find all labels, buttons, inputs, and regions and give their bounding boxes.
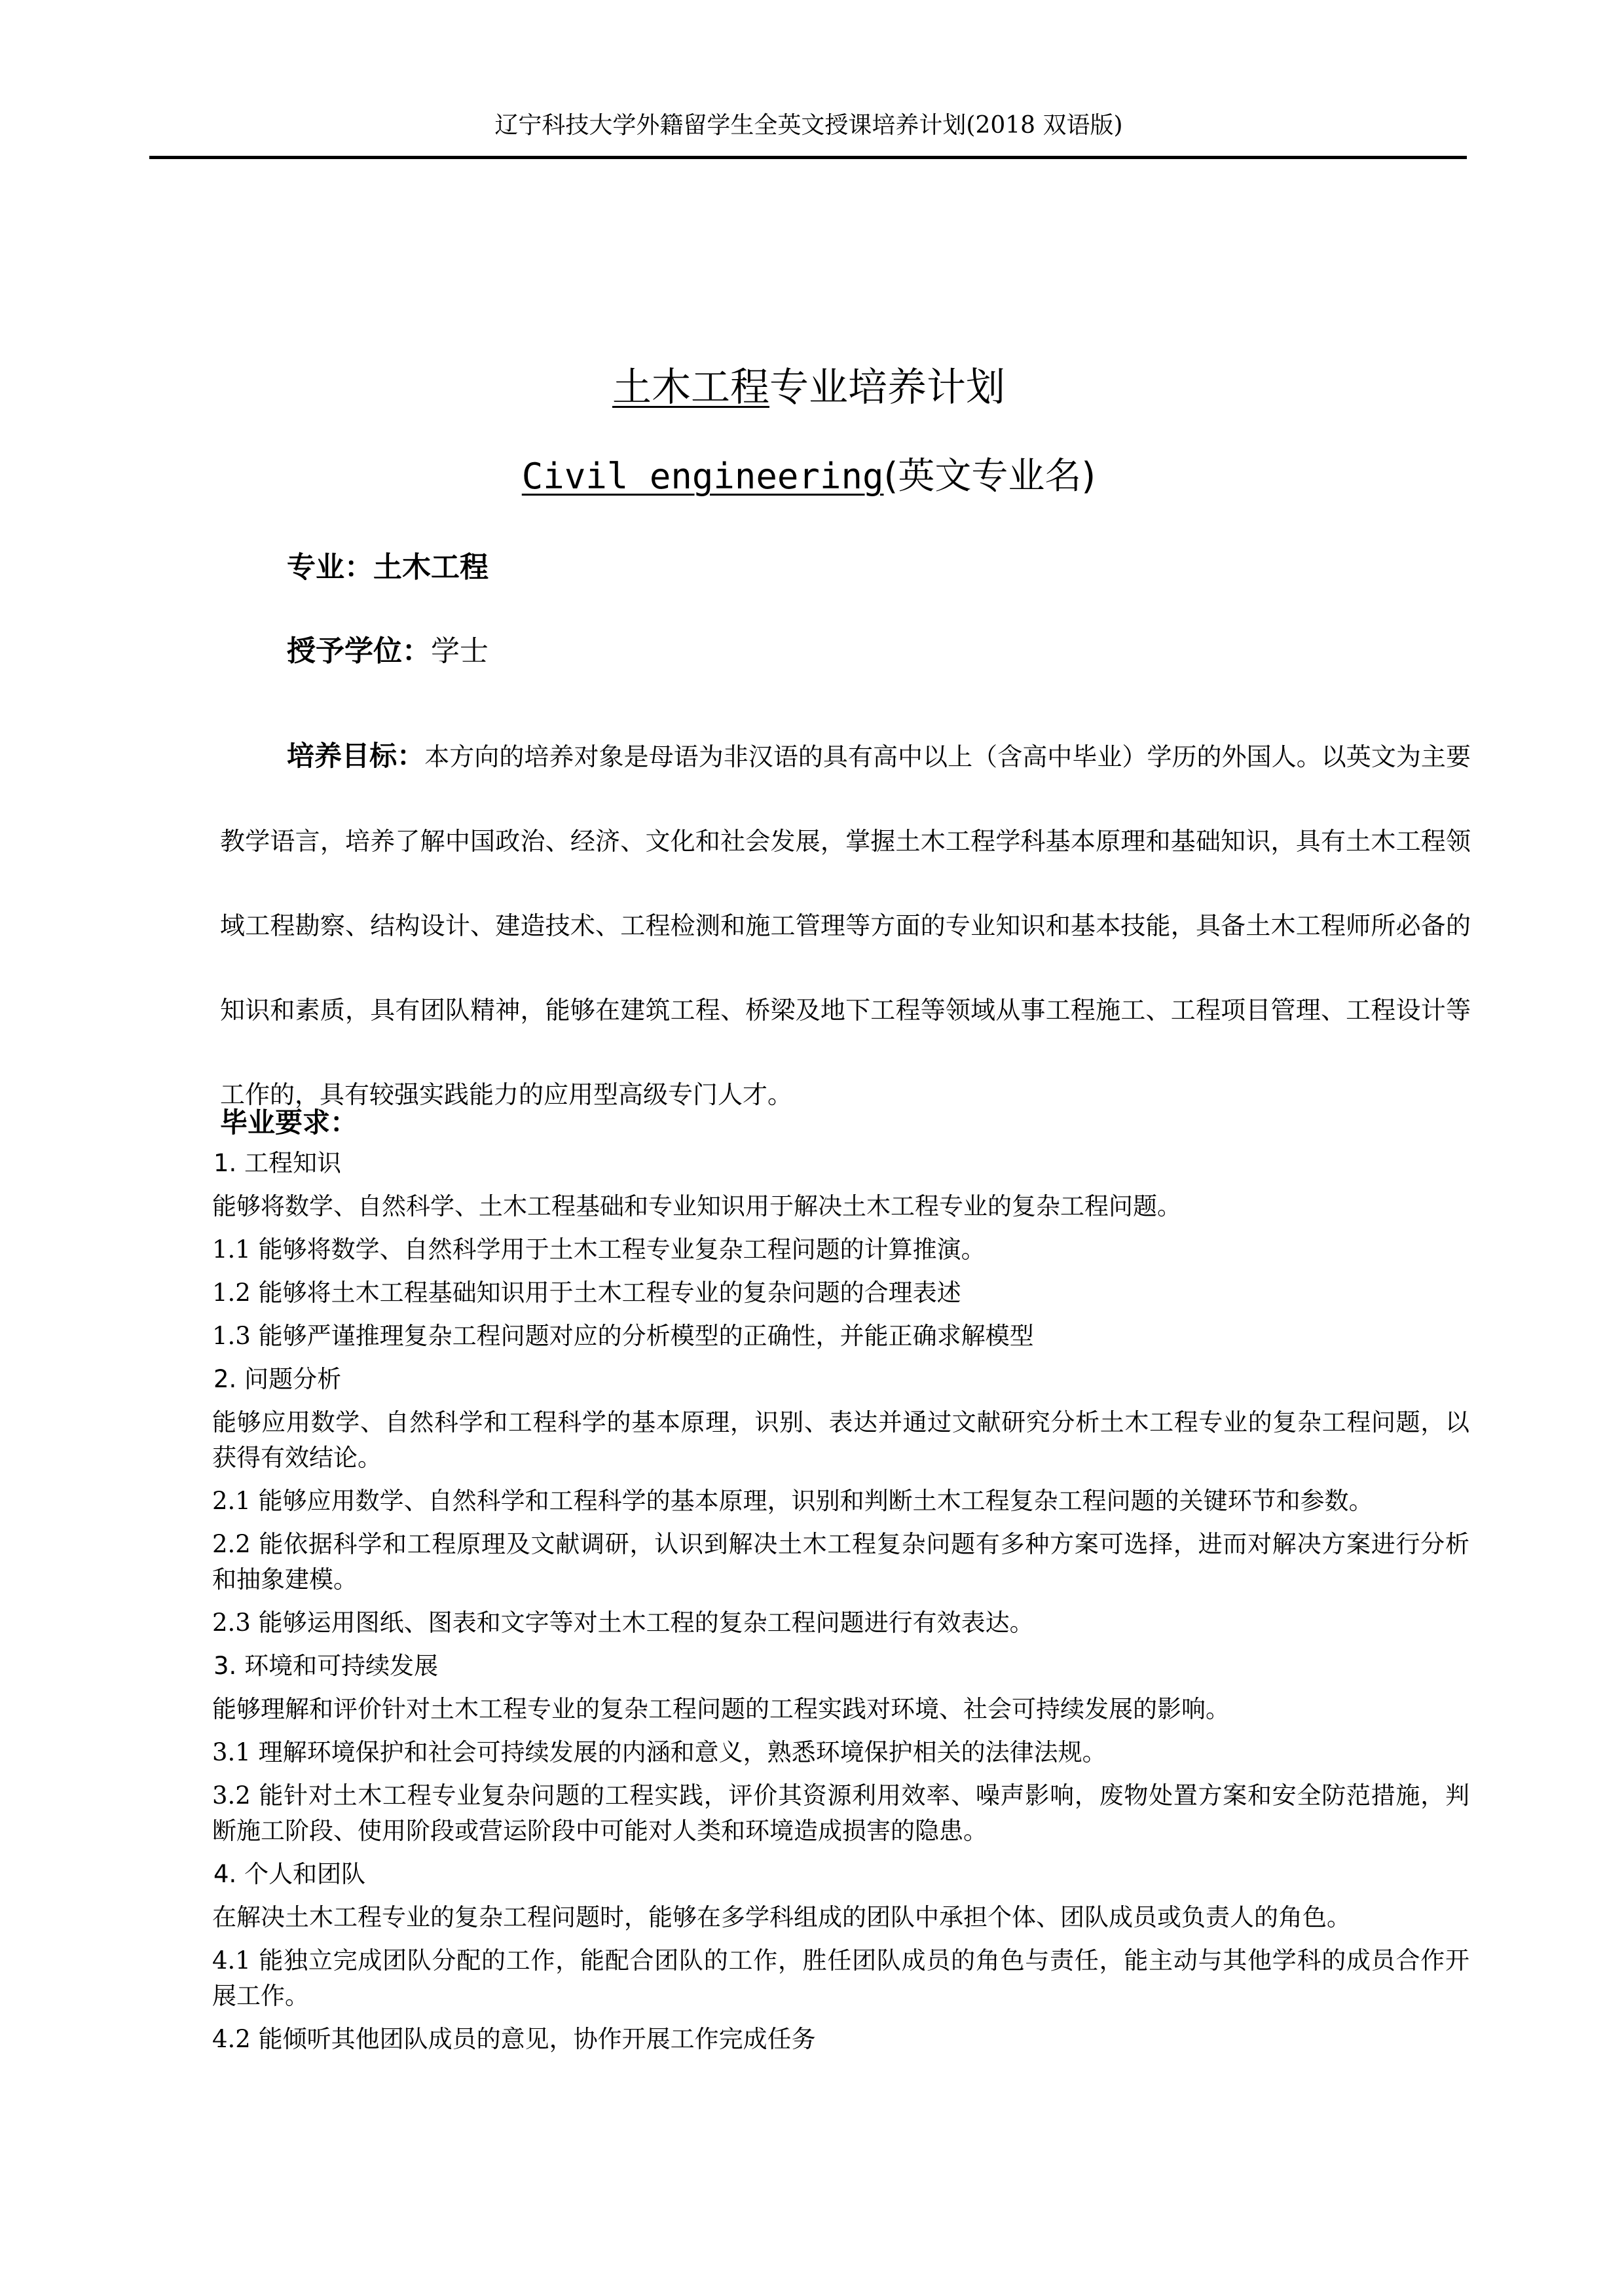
section-item: 1.2 能够将土木工程基础知识用于土木工程专业的复杂问题的合理表述 bbox=[212, 1279, 961, 1307]
major-label: 专业： bbox=[287, 551, 373, 584]
section-item: 4.2 能倾听其他团队成员的意见，协作开展工作完成任务 bbox=[212, 2025, 816, 2053]
section-summary: 能够将数学、自然科学、土木工程基础和专业知识用于解决土木工程专业的复杂工程问题。 bbox=[212, 1192, 1181, 1220]
section-summary: 能够理解和评价针对土木工程专业的复杂工程问题的工程实践对环境、社会可持续发展的影响。 bbox=[212, 1695, 1230, 1723]
degree-value: 学士 bbox=[431, 634, 489, 668]
section-item: 2.3 能够运用图纸、图表和文字等对土木工程的复杂工程问题进行有效表达。 bbox=[212, 1609, 1034, 1637]
degree-line bbox=[287, 632, 489, 671]
requirements-body bbox=[212, 1146, 1469, 2065]
requirements-heading: 毕业要求： bbox=[220, 1106, 358, 1139]
title-english-rest: (英文专业名) bbox=[883, 455, 1096, 498]
section-summary: 能够应用数学、自然科学和工程科学的基本原理，识别、表达并通过文献研究分析土木工程专业的复杂工程问题，以获得有效结论。 bbox=[212, 1408, 1469, 1472]
header-rule bbox=[149, 156, 1467, 159]
title-chinese bbox=[151, 360, 1467, 415]
section-item: 3.2 能针对土木工程专业复杂问题的工程实践，评价其资源利用效率、噪声影响，废物处置方案和安全防范措施，判断施工阶段、使用阶段或营运阶段中可能对人类和环境造成损害的隐患。 bbox=[212, 1781, 1469, 1845]
section-title: 4. 个人和团队 bbox=[213, 1860, 366, 1888]
section-title: 3. 环境和可持续发展 bbox=[213, 1652, 439, 1680]
section-summary: 在解决土木工程专业的复杂工程问题时，能够在多学科组成的团队中承担个体、团队成员或负责人的角色。 bbox=[212, 1903, 1351, 1931]
objective-text: 本方向的培养对象是母语为非汉语的具有高中以上（含高中毕业）学历的外国人。以英文为主要教学语言，培养了解中国政治、经济、文化和社会发展，掌握土木工程学科基本原理和基础知识，具有土木工程领域工程勘察、结构设计、建造技术、工程检测和施工管理等方面的专业知识和基本技能，具备土木工程师所必备的知识和素质，具有团队精神，能够在建筑工程、桥梁及地下工程等领域从事工程施工、工程项目管理、工程设计等工作的，具有较强实践能力的应用型高级专门人才。 bbox=[220, 742, 1471, 1109]
title-chinese-major: 土木工程 bbox=[612, 365, 769, 410]
major-line bbox=[287, 548, 489, 587]
section-item: 4.1 能独立完成团队分配的工作，能配合团队的工作，胜任团队成员的角色与责任，能主动与其他学科的成员合作开展工作。 bbox=[212, 1946, 1469, 2010]
title-chinese-rest: 专业培养计划 bbox=[769, 365, 1005, 410]
objective-label: 培养目标： bbox=[287, 740, 425, 772]
section-item: 1.3 能够严谨推理复杂工程问题对应的分析模型的正确性，并能正确求解模型 bbox=[212, 1322, 1034, 1350]
section-item: 3.1 理解环境保护和社会可持续发展的内涵和意义，熟悉环境保护相关的法律法规。 bbox=[212, 1738, 1107, 1766]
degree-label: 授予学位： bbox=[287, 634, 431, 668]
section-item: 2.2 能依据科学和工程原理及文献调研，认识到解决土木工程复杂问题有多种方案可选择，进而对解决方案进行分析和抽象建模。 bbox=[212, 1530, 1469, 1594]
major-value: 土木工程 bbox=[373, 551, 489, 584]
section-item: 2.1 能够应用数学、自然科学和工程科学的基本原理，识别和判断土木工程复杂工程问题的关键环节和参数。 bbox=[212, 1487, 1373, 1515]
section-title: 1. 工程知识 bbox=[213, 1149, 342, 1177]
section-item: 1.1 能够将数学、自然科学用于土木工程专业复杂工程问题的计算推演。 bbox=[212, 1235, 986, 1264]
section-title: 2. 问题分析 bbox=[213, 1365, 342, 1393]
running-header: 辽宁科技大学外籍留学生全英文授课培养计划(2018 双语版) bbox=[494, 112, 1123, 139]
title-english-major: Civil engineering bbox=[521, 456, 884, 497]
objective-paragraph bbox=[220, 714, 1471, 1137]
title-english bbox=[151, 450, 1467, 503]
